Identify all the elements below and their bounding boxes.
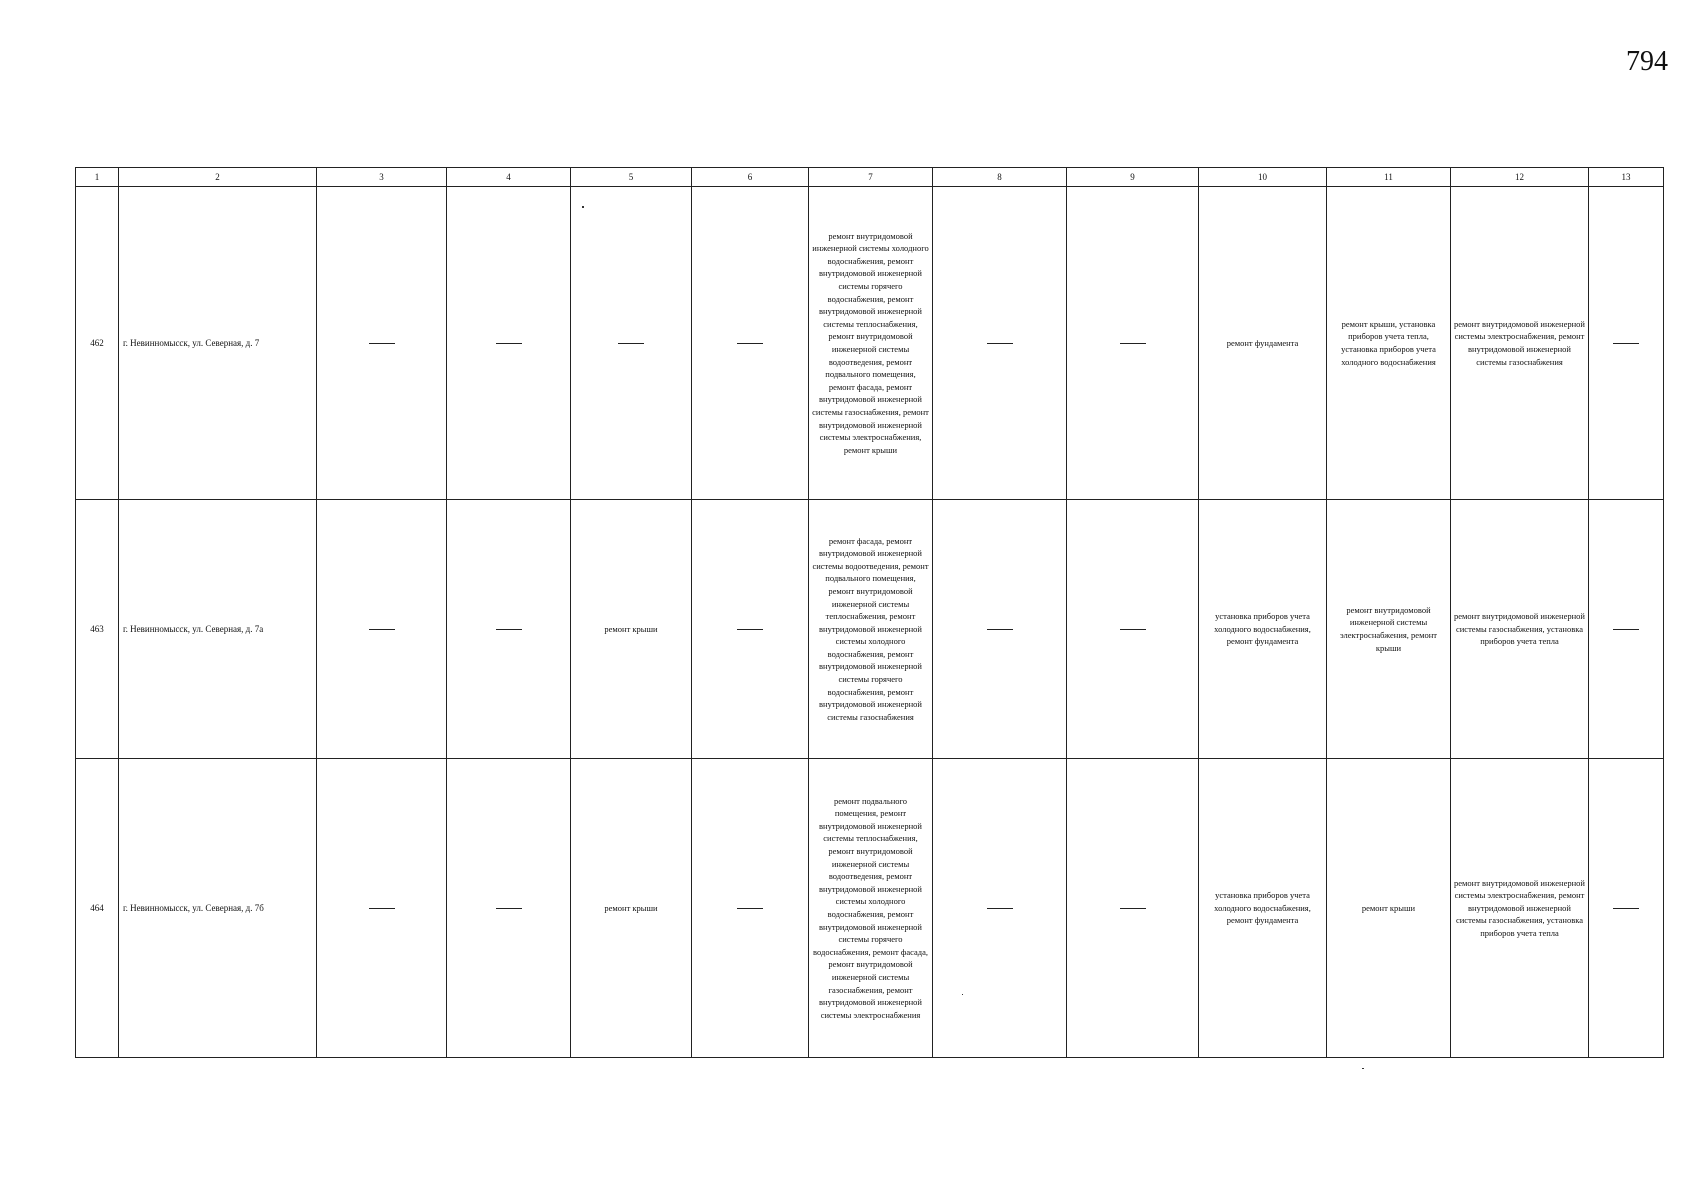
works-cell: ремонт внутридомовой инженерной системы электроснабжения, ремонт внутридомовой инженерной системы газоснабжения: [1451, 187, 1589, 500]
empty-cell-dash: [317, 187, 447, 500]
empty-cell-dash: [571, 187, 692, 500]
dash-mark: [1120, 629, 1146, 630]
table-row: [76, 759, 1664, 1058]
dash-mark: [737, 908, 763, 909]
address-cell: г. Невинномысск, ул. Северная, д. 7б: [119, 759, 317, 1058]
works-cell: ремонт внутридомовой инженерной системы газоснабжения, установка приборов учета тепла: [1451, 500, 1589, 759]
dash-mark: [496, 629, 522, 630]
column-number: 10: [1199, 168, 1327, 187]
works-cell: ремонт крыши: [571, 759, 692, 1058]
works-cell: установка приборов учета холодного водоснабжения, ремонт фундамента: [1199, 759, 1327, 1058]
works-cell: ремонт внутридомовой инженерной системы электроснабжения, ремонт внутридомовой инженерной системы газоснабжения, установка приборов учета тепла: [1451, 759, 1589, 1058]
works-cell: ремонт фасада, ремонт внутридомовой инженерной системы водоотведения, ремонт подвального помещения, ремонт внутридомовой инженерной системы теплоснабжения, ремонт внутридомовой инженерной системы холодного водоснабжения, ремонт внутридомовой инженерной системы горячего водоснабжения, ремонт внутридомовой инженерной системы газоснабжения: [809, 500, 933, 759]
row-number: 462: [76, 187, 119, 500]
scan-speck: [582, 206, 584, 208]
dash-mark: [737, 629, 763, 630]
works-cell: установка приборов учета холодного водоснабжения, ремонт фундамента: [1199, 500, 1327, 759]
dash-mark: [369, 629, 395, 630]
dash-mark: [987, 629, 1013, 630]
dash-mark: [496, 343, 522, 344]
table-row: [76, 187, 1664, 500]
empty-cell-dash: [1589, 759, 1664, 1058]
empty-cell-dash: [317, 759, 447, 1058]
empty-cell-dash: [1067, 500, 1199, 759]
empty-cell-dash: [1589, 187, 1664, 500]
page-number: 794: [1626, 46, 1668, 77]
empty-cell-dash: [692, 759, 809, 1058]
works-cell: ремонт внутридомовой инженерной системы электроснабжения, ремонт крыши: [1327, 500, 1451, 759]
row-number: 463: [76, 500, 119, 759]
dash-mark: [369, 343, 395, 344]
empty-cell-dash: [692, 187, 809, 500]
empty-cell-dash: [933, 187, 1067, 500]
dash-mark: [369, 908, 395, 909]
works-cell: ремонт крыши, установка приборов учета тепла, установка приборов учета холодного водоснабжения: [1327, 187, 1451, 500]
empty-cell-dash: [447, 500, 571, 759]
column-number: 3: [317, 168, 447, 187]
column-number: 9: [1067, 168, 1199, 187]
column-number: 8: [933, 168, 1067, 187]
row-number: 464: [76, 759, 119, 1058]
column-number-row: [76, 168, 1664, 187]
scan-speck: [1362, 1068, 1364, 1069]
column-number: 4: [447, 168, 571, 187]
column-number: 13: [1589, 168, 1664, 187]
empty-cell-dash: [447, 759, 571, 1058]
works-cell: ремонт внутридомовой инженерной системы холодного водоснабжения, ремонт внутридомовой инженерной системы горячего водоснабжения, ремонт внутридомовой инженерной системы теплоснабжения, ремонт внутридомовой инженерной системы водоотведения, ремонт подвального помещения, ремонт фасада, ремонт внутридомовой инженерной системы газоснабжения, ремонт внутридомовой инженерной системы электроснабжения, ремонт крыши: [809, 187, 933, 500]
works-cell: ремонт подвального помещения, ремонт внутридомовой инженерной системы теплоснабжения, ремонт внутридомовой инженерной системы водоотведения, ремонт внутридомовой инженерной системы холодного водоснабжения, ремонт внутридомовой инженерной системы горячего водоснабжения, ремонт фасада, ремонт внутридомовой инженерной системы газоснабжения, ремонт внутридомовой инженерной системы электроснабжения: [809, 759, 933, 1058]
column-number: 5: [571, 168, 692, 187]
address-cell: г. Невинномысск, ул. Северная, д. 7а: [119, 500, 317, 759]
empty-cell-dash: [447, 187, 571, 500]
scan-speck: [962, 994, 963, 995]
column-number: 1: [76, 168, 119, 187]
dash-mark: [1120, 908, 1146, 909]
dash-mark: [987, 343, 1013, 344]
empty-cell-dash: [933, 759, 1067, 1058]
table-row: [76, 500, 1664, 759]
column-number: 12: [1451, 168, 1589, 187]
works-cell: ремонт крыши: [1327, 759, 1451, 1058]
empty-cell-dash: [692, 500, 809, 759]
dash-mark: [1120, 343, 1146, 344]
empty-cell-dash: [933, 500, 1067, 759]
empty-cell-dash: [1589, 500, 1664, 759]
empty-cell-dash: [1067, 759, 1199, 1058]
repair-schedule-table: [75, 167, 1664, 1058]
address-cell: г. Невинномысск, ул. Северная, д. 7: [119, 187, 317, 500]
dash-mark: [496, 908, 522, 909]
dash-mark: [1613, 629, 1639, 630]
dash-mark: [1613, 908, 1639, 909]
column-number: 11: [1327, 168, 1451, 187]
column-number: 6: [692, 168, 809, 187]
works-cell: ремонт крыши: [571, 500, 692, 759]
works-cell: ремонт фундамента: [1199, 187, 1327, 500]
column-number: 2: [119, 168, 317, 187]
dash-mark: [737, 343, 763, 344]
empty-cell-dash: [317, 500, 447, 759]
dash-mark: [1613, 343, 1639, 344]
dash-mark: [618, 343, 644, 344]
dash-mark: [987, 908, 1013, 909]
empty-cell-dash: [1067, 187, 1199, 500]
column-number: 7: [809, 168, 933, 187]
